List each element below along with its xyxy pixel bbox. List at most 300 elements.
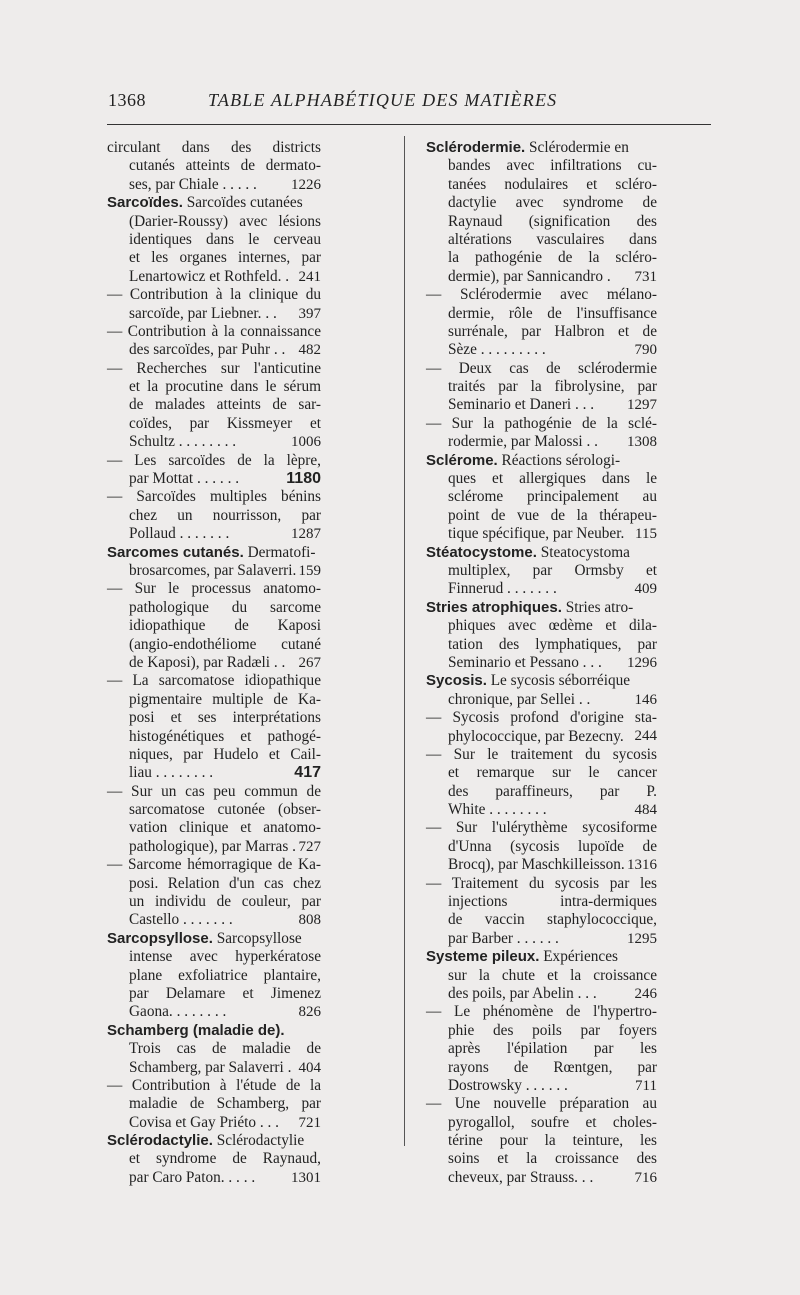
entry-line — [426, 488, 657, 506]
entry-text: tation des lymphatiques, par — [448, 635, 657, 653]
index-entry — [107, 1132, 373, 1187]
entry-text: (Darier-Roussy) avec lésions — [129, 212, 321, 230]
entry-line — [426, 544, 657, 562]
page-reference: 790 — [634, 342, 657, 359]
page-reference: 404 — [298, 1059, 321, 1076]
entry-text: Stries atro- — [561, 598, 634, 616]
entry-text: chronique, par Sellei . . — [448, 690, 591, 708]
entry-line — [426, 911, 657, 929]
page-reference: 826 — [298, 1004, 321, 1021]
entry-line — [107, 617, 321, 635]
entry-line — [426, 728, 657, 746]
entry-text: — Une nouvelle préparation au — [426, 1095, 657, 1113]
entry-heading: Sclérodermie. — [426, 139, 526, 156]
entry-line — [426, 249, 657, 267]
entry-line — [426, 930, 657, 948]
entry-line — [426, 709, 657, 727]
entry-text: un individu de couleur, par — [129, 893, 321, 911]
entry-line — [107, 323, 321, 341]
entry-line — [107, 544, 321, 562]
page-reference: 1180 — [286, 470, 321, 488]
entry-text: cheveux, par Strauss. . . — [448, 1168, 594, 1186]
entry-line — [107, 819, 321, 837]
entry-heading: Sclérodactylie. — [107, 1132, 213, 1150]
entry-text: Sarcoïdes cutanées — [182, 194, 303, 212]
entry-text: Seminario et Pessano . . . — [448, 653, 602, 671]
entry-text: injections intra-dermiques — [448, 893, 657, 911]
entry-text: vation clinique et anatomo- — [129, 819, 321, 837]
entry-heading: Stéatocystome. — [426, 543, 537, 561]
entry-line — [426, 507, 657, 525]
entry-line — [426, 801, 657, 819]
entry-text: — Sarcoïdes multiples bénins — [107, 488, 321, 506]
entry-line — [107, 213, 321, 231]
entry-line — [426, 433, 657, 451]
entry-line — [426, 1022, 657, 1040]
entry-heading: Sarcopsyllose. — [107, 929, 213, 947]
entry-heading: Sarcomes cutanés. — [107, 543, 244, 561]
entry-text: Trois cas de maladie de — [129, 1040, 321, 1058]
index-entry — [107, 544, 373, 581]
entry-text: — La sarcomatose idiopathique — [107, 672, 321, 690]
entry-line — [426, 967, 657, 985]
page-reference: 246 — [634, 985, 657, 1002]
entry-line — [426, 1095, 657, 1113]
entry-text: pathologique), par Marras . — [129, 837, 296, 855]
entry-line — [426, 341, 657, 359]
entry-text: niques, par Hudelo et Cail- — [129, 745, 321, 763]
index-entry — [426, 746, 709, 820]
index-entry — [426, 360, 709, 415]
entry-line — [107, 893, 321, 911]
right-column — [426, 139, 709, 1187]
entry-line — [107, 967, 321, 985]
entry-text: Dostrowsky . . . . . . — [448, 1076, 568, 1094]
entry-text: Gaona. . . . . . . . — [129, 1003, 227, 1021]
entry-line — [107, 525, 321, 543]
entry-text: — Recherches sur l'anticutine — [107, 359, 321, 377]
entry-text: d'Unna (sycosis lupoïde de — [448, 837, 657, 855]
entry-line — [426, 893, 657, 911]
page-reference: 484 — [634, 802, 657, 819]
entry-text: de malades atteints de sar- — [129, 396, 321, 414]
entry-line — [426, 654, 657, 672]
entry-line — [107, 948, 321, 966]
entry-line — [107, 194, 321, 212]
page-number: 1368 — [108, 90, 146, 110]
entry-line — [426, 286, 657, 304]
entry-line — [107, 1022, 321, 1040]
entry-line — [107, 341, 321, 359]
entry-line — [107, 488, 321, 506]
entry-text: dermie), par Sannicandro . — [448, 267, 611, 285]
index-entry — [426, 415, 709, 452]
entry-line — [107, 985, 321, 1003]
entry-text: sarcoïde, par Liebner. . . — [129, 304, 277, 322]
entry-text: — Les sarcoïdes de la lèpre, — [107, 451, 321, 469]
entry-text: bandes avec infiltrations cu- — [448, 157, 657, 175]
entry-line — [107, 783, 321, 801]
entry-text: Finnerud . . . . . . . — [448, 580, 557, 598]
index-entry — [107, 783, 373, 857]
entry-text: dermie, rôle de l'insuffisance — [448, 304, 657, 322]
entry-line — [107, 286, 321, 304]
entry-text: Sèze . . . . . . . . . — [448, 341, 546, 359]
entry-text: — Sclérodermie avec mélano- — [426, 286, 657, 304]
index-entry — [426, 672, 709, 709]
column-divider — [404, 136, 405, 1146]
entry-line — [107, 1169, 321, 1187]
page-reference: 1287 — [291, 526, 321, 543]
entry-line — [107, 911, 321, 929]
entry-line — [426, 599, 657, 617]
entry-text: Castello . . . . . . . — [129, 911, 233, 929]
entry-text: Sclérodermie en — [525, 139, 629, 156]
page-reference: 397 — [298, 305, 321, 322]
index-entry — [426, 139, 709, 286]
index-entry — [107, 1022, 373, 1077]
entry-text: — Sur l'ulérythème sycosiforme — [426, 819, 657, 837]
entry-text: et remarque sur le cancer — [448, 764, 657, 782]
entry-line — [107, 599, 321, 617]
page-reference: 409 — [634, 581, 657, 598]
page-reference: 1297 — [627, 397, 657, 414]
index-entry — [107, 672, 373, 782]
entry-heading: Systeme pileux. — [426, 948, 540, 966]
entry-line — [426, 157, 657, 175]
entry-text: Expériences — [539, 948, 618, 966]
entry-line — [426, 875, 657, 893]
left-column — [107, 139, 373, 1187]
entry-line — [107, 1059, 321, 1077]
entry-text: coïdes, par Kissmeyer et — [129, 414, 321, 432]
entry-line — [107, 580, 321, 598]
entry-line — [107, 396, 321, 414]
entry-text: des paraffineurs, par P. — [448, 782, 657, 800]
page-reference: 244 — [634, 728, 657, 745]
entry-text: Réactions sérologi- — [497, 451, 621, 469]
index-entry — [426, 709, 709, 746]
entry-line — [107, 139, 321, 157]
entry-text: — Sur la pathogénie de la sclé- — [426, 414, 657, 432]
index-entry — [426, 452, 709, 544]
entry-text: liau . . . . . . . . — [129, 764, 214, 782]
entry-line — [107, 249, 321, 267]
index-entry — [426, 599, 709, 673]
index-entry — [426, 1095, 709, 1187]
index-entry — [426, 286, 709, 360]
entry-line — [426, 452, 657, 470]
entry-text: plane exfoliatrice plantaire, — [129, 966, 321, 984]
entry-line — [426, 1040, 657, 1058]
entry-line — [426, 764, 657, 782]
entry-text: altérations vasculaires dans — [448, 230, 657, 248]
entry-line — [426, 617, 657, 635]
entry-line — [107, 470, 321, 488]
entry-line — [426, 268, 657, 286]
entry-text: phie des poils par foyers — [448, 1021, 657, 1039]
entry-line — [426, 948, 657, 966]
index-entry — [107, 323, 373, 360]
entry-line — [426, 231, 657, 249]
page-reference: 1316 — [627, 857, 657, 874]
entry-heading: Stries atrophiques. — [426, 598, 562, 616]
index-entry — [107, 930, 373, 1022]
entry-text: ses, par Chiale . . . . . — [129, 175, 257, 193]
entry-line — [426, 746, 657, 764]
entry-text: par Delamare et Jimenez — [129, 984, 321, 1002]
index-entry — [426, 544, 709, 599]
entry-text: rodermie, par Malossi . . — [448, 433, 598, 451]
page-reference: 1308 — [627, 434, 657, 451]
page-reference: 482 — [298, 342, 321, 359]
index-entry — [107, 1077, 373, 1132]
page-reference: 1295 — [627, 930, 657, 947]
entry-text: traités par la fibrolysine, par — [448, 378, 657, 396]
entry-line — [426, 1169, 657, 1187]
entry-line — [107, 378, 321, 396]
entry-text: Sarcopsyllose — [212, 929, 302, 947]
entry-text: sclérome principalement au — [448, 488, 657, 506]
entry-text: pyrogallol, soufre et choles- — [448, 1113, 657, 1131]
entry-line — [426, 691, 657, 709]
entry-line — [107, 746, 321, 764]
entry-line — [426, 323, 657, 341]
index-entry — [107, 139, 373, 194]
entry-line — [426, 783, 657, 801]
index-entry — [107, 580, 373, 672]
entry-heading: Sclérome. — [426, 451, 498, 469]
entry-line — [107, 415, 321, 433]
page-reference: 1006 — [291, 434, 321, 451]
entry-line — [426, 378, 657, 396]
entry-text: par Caro Paton. . . . . — [129, 1168, 256, 1186]
entry-line — [426, 672, 657, 690]
page-reference: 146 — [634, 691, 657, 708]
page-reference: 711 — [635, 1077, 657, 1094]
entry-line — [107, 636, 321, 654]
entry-text: brosarcomes, par Salaverri. — [129, 561, 297, 579]
entry-line — [107, 875, 321, 893]
entry-text: — Contribution à la clinique du — [107, 286, 321, 304]
entry-line — [107, 764, 321, 782]
entry-line — [426, 415, 657, 433]
entry-line — [426, 838, 657, 856]
entry-text: — Contribution à la connaissance — [107, 322, 321, 340]
entry-text: rayons de Rœntgen, par — [448, 1058, 657, 1076]
entry-text: (angio-endothéliome cutané — [129, 635, 321, 653]
entry-line — [426, 305, 657, 323]
entry-text: soins et la croissance des — [448, 1150, 657, 1168]
entry-text: Lenartowicz et Rothfeld. . — [129, 267, 290, 285]
page-reference: 1226 — [291, 176, 321, 193]
entry-line — [107, 672, 321, 690]
entry-line — [107, 801, 321, 819]
entry-line — [107, 176, 321, 194]
entry-text: Dermatofi- — [243, 543, 316, 561]
entry-line — [426, 562, 657, 580]
entry-line — [107, 507, 321, 525]
entry-text: histogénétiques et pathogé- — [129, 727, 321, 745]
entry-line — [107, 930, 321, 948]
entry-text: — Deux cas de sclérodermie — [426, 359, 657, 377]
entry-line — [426, 580, 657, 598]
entry-text: White . . . . . . . . — [448, 801, 547, 819]
index-entry — [107, 286, 373, 323]
entry-text: par Mottat . . . . . . — [129, 470, 240, 488]
entry-line — [107, 157, 321, 175]
entry-line — [107, 1077, 321, 1095]
entry-text: et syndrome de Raynaud, — [129, 1150, 321, 1168]
entry-text: — Sur le processus anatomo- — [107, 580, 321, 598]
page-reference: 1296 — [627, 654, 657, 671]
entry-text: pigmentaire multiple de Ka- — [129, 690, 321, 708]
page-reference: 241 — [298, 268, 321, 285]
page-reference: 716 — [634, 1169, 657, 1186]
entry-line — [107, 856, 321, 874]
index-entry — [426, 1003, 709, 1095]
entry-line — [107, 452, 321, 470]
entry-text: et la procutine dans le sérum — [129, 378, 321, 396]
entry-text: ques et allergiques dans le — [448, 470, 657, 488]
entry-heading: Sycosis. — [426, 672, 487, 690]
entry-text: — Le phénomène de l'hypertro- — [426, 1003, 657, 1021]
entry-text: cutanés atteints de dermato- — [129, 157, 321, 175]
entry-line — [107, 231, 321, 249]
entry-line — [107, 268, 321, 286]
entry-line — [426, 1059, 657, 1077]
entry-text: tique spécifique, par Neuber. — [448, 525, 625, 543]
page-reference: 267 — [298, 654, 321, 671]
entry-text: posi et ses interprétations — [129, 709, 321, 727]
entry-heading: Sarcoïdes. — [107, 194, 183, 212]
page-reference: 727 — [298, 838, 321, 855]
entry-line — [426, 470, 657, 488]
entry-line — [426, 176, 657, 194]
entry-line — [426, 1077, 657, 1095]
entry-text: sur la chute et la croissance — [448, 966, 657, 984]
index-entry — [107, 856, 373, 930]
entry-line — [426, 1150, 657, 1168]
entry-line — [107, 1003, 321, 1021]
entry-text: la pathogénie de la scléro- — [448, 249, 657, 267]
entry-text: identiques dans le cerveau — [129, 230, 321, 248]
entry-line — [107, 1040, 321, 1058]
page-header — [108, 90, 708, 116]
index-entry — [107, 488, 373, 543]
entry-line — [426, 1003, 657, 1021]
entry-text: idiopathique de Kaposi — [129, 617, 321, 635]
entry-line — [426, 856, 657, 874]
header-rule — [107, 124, 711, 125]
entry-heading: Schamberg (maladie de). — [107, 1021, 285, 1039]
entry-text: dactylie avec syndrome de — [448, 194, 657, 212]
entry-text: de Kaposi), par Radæli . . — [129, 653, 286, 671]
entry-line — [107, 709, 321, 727]
entry-text: de vaccin staphylococcique, — [448, 911, 657, 929]
entry-text: Steatocystoma — [536, 543, 630, 561]
entry-text: — Sur le traitement du sycosis — [426, 745, 657, 763]
entry-line — [426, 1114, 657, 1132]
entry-line — [107, 433, 321, 451]
entry-line — [426, 396, 657, 414]
page-reference: 417 — [294, 764, 321, 782]
entry-text: Seminario et Daneri . . . — [448, 396, 595, 414]
entry-text: Le sycosis séborréique — [486, 672, 631, 690]
entry-line — [426, 636, 657, 654]
entry-line — [426, 525, 657, 543]
entry-text: — Contribution à l'étude de la — [107, 1076, 321, 1094]
page-reference: 721 — [298, 1114, 321, 1131]
entry-text: — Sycosis profond d'origine sta- — [426, 709, 657, 727]
entry-line — [107, 1150, 321, 1168]
entry-text: chez un nourrisson, par — [129, 506, 321, 524]
index-entry — [426, 819, 709, 874]
entry-text: sarcomatose cutonée (obser- — [129, 801, 321, 819]
entry-text: des sarcoïdes, par Puhr . . — [129, 341, 286, 359]
entry-line — [107, 1132, 321, 1150]
page-reference: 731 — [634, 268, 657, 285]
entry-text: — Sur un cas peu commun de — [107, 782, 321, 800]
entry-text: Pollaud . . . . . . . — [129, 525, 230, 543]
entry-line — [426, 194, 657, 212]
entry-text: point de vue de la thérapeu- — [448, 506, 657, 524]
index-entry — [107, 360, 373, 452]
entry-text: et les organes internes, par — [129, 249, 321, 267]
page-reference: 159 — [298, 562, 321, 579]
entry-line — [426, 819, 657, 837]
running-title: TABLE ALPHABÉTIQUE DES MATIÈRES — [208, 90, 558, 110]
entry-line — [107, 654, 321, 672]
entry-line — [107, 562, 321, 580]
entry-line — [426, 213, 657, 231]
entry-text: Schultz . . . . . . . . — [129, 433, 237, 451]
entry-text: après l'épilation par les — [448, 1040, 657, 1058]
entry-text: surrénale, par Halbron et de — [448, 322, 657, 340]
entry-line — [107, 1095, 321, 1113]
page-reference: 115 — [635, 526, 657, 543]
entry-text: multiplex, par Ormsby et — [448, 561, 657, 579]
entry-line — [426, 985, 657, 1003]
entry-line — [107, 728, 321, 746]
entry-text: Covisa et Gay Priéto . . . — [129, 1113, 279, 1131]
entry-text: tanées nodulaires et scléro- — [448, 175, 657, 193]
index-entry — [107, 194, 373, 286]
entry-text: intense avec hyperkératose — [129, 948, 321, 966]
entry-text: pathologique du sarcome — [129, 598, 321, 616]
entry-text: — Sarcome hémorragique de Ka- — [107, 856, 321, 874]
page-reference: 808 — [298, 912, 321, 929]
page-reference: 1301 — [291, 1169, 321, 1186]
entry-text: phiques avec œdème et dila- — [448, 617, 657, 635]
entry-text: Schamberg, par Salaverri . — [129, 1058, 292, 1076]
entry-text: posi. Relation d'un cas chez — [129, 874, 321, 892]
index-entry — [426, 875, 709, 949]
entry-text: des poils, par Abelin . . . — [448, 984, 597, 1002]
entry-line — [426, 1132, 657, 1150]
entry-line — [107, 1114, 321, 1132]
entry-line — [107, 305, 321, 323]
index-entry — [426, 948, 709, 1003]
index-entry — [107, 452, 373, 489]
entry-text: Raynaud (signification des — [448, 212, 657, 230]
entry-line — [426, 360, 657, 378]
entry-line — [107, 691, 321, 709]
entry-text: térine pour la teinture, les — [448, 1132, 657, 1150]
entry-text: circulant dans des districts — [107, 139, 321, 156]
entry-text: Sclérodactylie — [212, 1132, 305, 1150]
entry-text: par Barber . . . . . . — [448, 929, 559, 947]
